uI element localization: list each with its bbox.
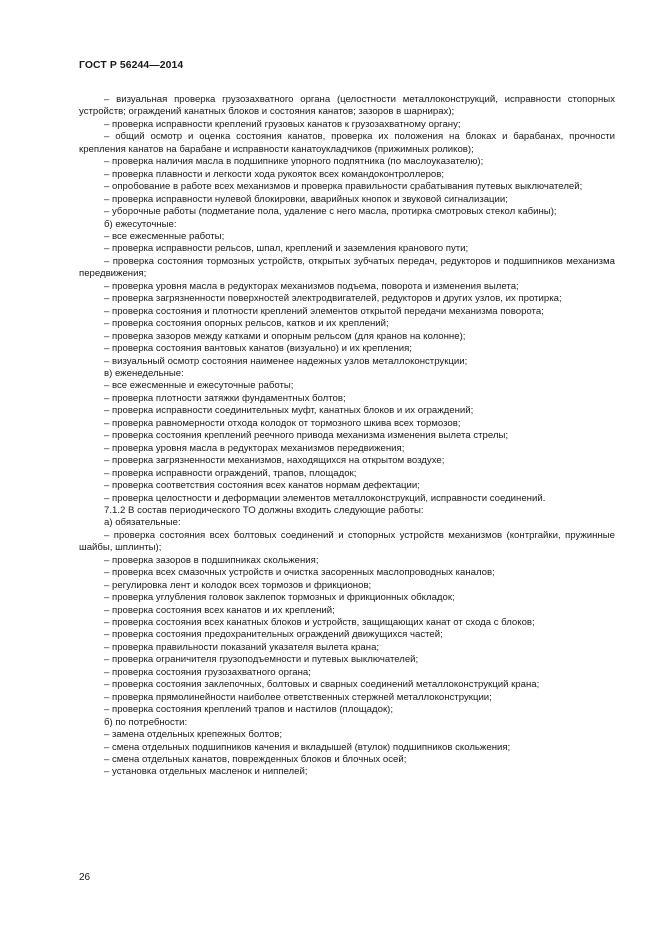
- paragraph: – проверка состояния опорных рельсов, катков и их креплений;: [104, 318, 389, 330]
- paragraph: 7.1.2 В состав периодического ТО должны входить следующие работы:: [104, 504, 424, 516]
- paragraph: – визуальная проверка грузозахватного органа (целостности металлоконструкций, исправности стопорных устройств; ограждений канатных блоков и состояния канатов; зазоров в шарнирах);: [79, 94, 615, 118]
- paragraph: – общий осмотр и оценка состояния канатов, проверка их положения на блоках и барабанах, прочности крепления канатов на барабане и исправности канатоукладчиков (прижимных роликов);: [79, 131, 615, 155]
- paragraph: – опробование в работе всех механизмов и проверка правильности срабатывания путевых выключателей;: [104, 181, 583, 193]
- paragraph: – проверка состояния всех болтовых соединений и стопорных устройств механизмов (контргайки, пружинные шайбы, шплинты);: [79, 529, 615, 554]
- paragraph: – проверка исправности нулевой блокировки, аварийных кнопок и звуковой сигнализации;: [104, 193, 508, 205]
- paragraph: – проверка зазоров между катками и опорным рельсом (для кранов на колонне);: [104, 330, 466, 342]
- paragraph: – все ежесменные и ежесуточные работы;: [104, 380, 294, 392]
- paragraph: – визуальный осмотр состояния наименее надежных узлов металлоконструкции;: [104, 355, 468, 367]
- paragraph: – проверка плотности затяжки фундаментных болтов;: [104, 392, 346, 404]
- paragraph: – проверка равномерности отхода колодок от тормозного шкива всех тормозов;: [104, 417, 461, 429]
- paragraph: б) по потребности:: [104, 716, 188, 728]
- paragraph: – проверка состояния предохранительных ограждений движущихся частей;: [104, 629, 443, 641]
- paragraph: – проверка целостности и деформации элементов металлоконструкций, исправности соединений.: [104, 492, 546, 504]
- document-header: ГОСТ Р 56244—2014: [79, 60, 184, 71]
- paragraph: – проверка зазоров в подшипниках скольжения;: [104, 554, 319, 566]
- paragraph: б) ежесуточные:: [104, 218, 177, 230]
- document-body: [79, 94, 615, 779]
- page-number: 26: [79, 872, 91, 883]
- paragraph: – проверка исправности рельсов, шпал, креплений и заземления кранового пути;: [104, 243, 469, 255]
- paragraph: – проверка состояния вантовых канатов (визуально) и их крепления;: [104, 343, 412, 355]
- paragraph: – проверка состояния всех канатных блоков и устройств, защищающих канат от схода с блоков;: [104, 617, 535, 629]
- paragraph: – установка отдельных масленок и ниппелей;: [104, 766, 308, 778]
- paragraph: – проверка состояния креплений трапов и настилов (площадок);: [104, 704, 394, 716]
- paragraph: – проверка состояния всех канатов и их креплений;: [104, 604, 335, 616]
- paragraph: – все ежесменные работы;: [104, 230, 225, 242]
- paragraph: – проверка уровня масла в редукторах механизмов передвижения;: [104, 442, 405, 454]
- paragraph: – проверка соответствия состояния всех канатов нормам дефектации;: [104, 480, 420, 492]
- paragraph: – проверка углубления головок заклепок тормозных и фрикционных обкладок;: [104, 592, 455, 604]
- paragraph: – проверка загрязненности механизмов, находящихся на открытом воздухе;: [104, 455, 445, 467]
- paragraph: – проверка состояния тормозных устройств, открытых зубчатых передач, редукторов и подшипников механизма передвижения;: [79, 255, 615, 280]
- paragraph: – проверка наличия масла в подшипнике упорного подпятника (по маслоуказателю);: [104, 156, 484, 168]
- paragraph: – проверка правильности показаний указателя вылета крана;: [104, 641, 380, 653]
- paragraph: – проверка исправности креплений грузовых канатов к грузозахватному органу;: [104, 118, 461, 130]
- paragraph: в) еженедельные:: [104, 367, 184, 379]
- paragraph: – проверка уровня масла в редукторах механизмов подъема, поворота и изменения вылета;: [104, 280, 519, 292]
- paragraph: – замена отдельных крепежных болтов;: [104, 729, 282, 741]
- paragraph: – проверка исправности ограждений, трапов, площадок;: [104, 467, 357, 479]
- paragraph: а) обязательные:: [104, 517, 181, 529]
- paragraph: – проверка ограничителя грузоподъемности и путевых выключателей;: [104, 654, 419, 666]
- paragraph: – проверка прямолинейности наиболее ответственных стержней металлоконструкции;: [104, 691, 492, 703]
- paragraph: – регулировка лент и колодок всех тормозов и фрикционов;: [104, 579, 372, 591]
- paragraph: – смена отдельных подшипников качения и вкладышей (втулок) подшипников скольжения;: [104, 741, 511, 753]
- paragraph: – смена отдельных канатов, поврежденных блоков и блочных осей;: [104, 754, 407, 766]
- paragraph: – проверка всех смазочных устройств и очистка засоренных маслопроводных каналов;: [104, 567, 495, 579]
- paragraph: – проверка плавности и легкости хода рукояток всех командоконтроллеров;: [104, 168, 445, 180]
- paragraph: – уборочные работы (подметание пола, удаление с него масла, протирка смотровых стекол кабины);: [104, 206, 557, 218]
- paragraph: – проверка состояния грузозахватного органа;: [104, 666, 311, 678]
- paragraph: – проверка загрязненности поверхностей электродвигателей, редукторов и других узлов, их протирка;: [104, 293, 562, 305]
- paragraph: – проверка исправности соединительных муфт, канатных блоков и их ограждений;: [104, 405, 474, 417]
- paragraph: – проверка состояния и плотности креплений элементов открытой передачи механизма поворота;: [104, 305, 544, 317]
- paragraph: – проверка состояния креплений реечного привода механизма изменения вылета стрелы;: [104, 430, 509, 442]
- paragraph: – проверка состояния заклепочных, болтовых и сварных соединений металлоконструкций крана;: [104, 679, 540, 691]
